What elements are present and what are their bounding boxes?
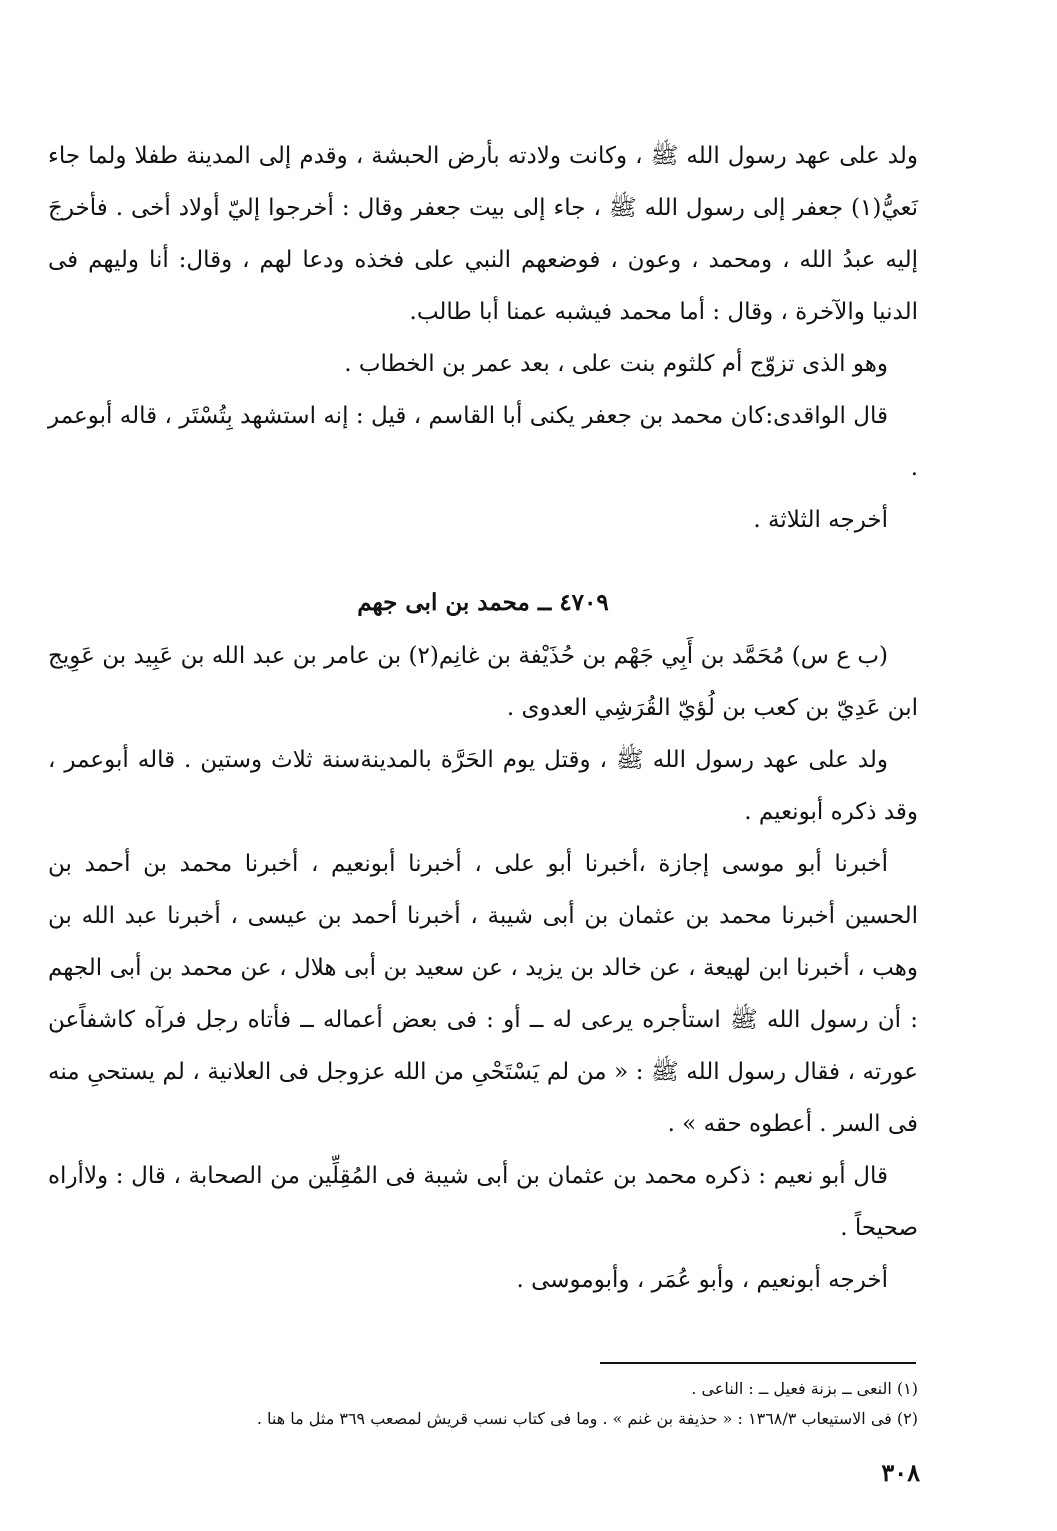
paragraph: قال أبو نعيم : ذكره محمد بن عثمان بن أبى شيبة فى المُقِلِّين من الصحابة ، قال : ولاأراه صحيحاً .: [48, 1163, 918, 1241]
footnote-divider: [600, 1362, 916, 1364]
lower-text-block: [48, 630, 918, 1306]
entry-heading: ٤٧٠٩ ــ محمد بن ابى جهم: [357, 589, 609, 616]
page-number: ٣٠٨: [881, 1458, 920, 1487]
paragraph: وهو الذى تزوّج أم كلثوم بنت على ، بعد عمر بن الخطاب .: [344, 351, 888, 377]
paragraph: قال الواقدى:كان محمد بن جعفر يكنى أبا القاسم ، قيل : إنه استشهد بِتُسْتَر ، قاله أبوعمر .: [48, 403, 918, 481]
footnote: (٢) فى الاستيعاب ١٣٦٨/٣ : « حذيفة بن غنم » . وما فى كتاب نسب قريش لمصعب ٣٦٩ مثل ما هنا .: [256, 1409, 918, 1428]
paragraph: أخرجه الثلاثة .: [753, 507, 888, 533]
paragraph: ولد على عهد رسول الله ﷺ ، وقتل يوم الحَرَّة بالمدينةسنة ثلاث وستين . قاله أبوعمر ، وقد ذكره أبونعيم .: [48, 747, 918, 825]
paragraph: أخرجه أبونعيم ، وأبو عُمَر ، وأبوموسى .: [516, 1267, 888, 1293]
footnotes: [48, 1374, 918, 1434]
upper-text-block: [48, 130, 918, 546]
paragraph: ولد على عهد رسول الله ﷺ ، وكانت ولادته بأرض الحبشة ، وقدم إلى المدينة طفلا ولما جاء نَعيُّ(١) جعفر إلى رسول الله ﷺ ، جاء إلى بيت جعفر وقال : أخرجوا إليّ أولاد أخى . فأخرجَ إليه عبدُ الله ، ومحمد ، وعون ، فوضعهم النبي على فخذه ودعا لهم ، وقال: أنا وليهم فى الدنيا والآخرة ، وقال : أما محمد فيشبه عمنا أبا طالب.: [48, 143, 918, 325]
paragraph: أخبرنا أبو موسى إجازة ،أخبرنا أبو على ، أخبرنا أبونعيم ، أخبرنا محمد بن أحمد بن الحسين أخبرنا محمد بن عثمان بن أبى شيبة ، أخبرنا أحمد بن عيسى ، أخبرنا عبد الله بن وهب ، أخبرنا ابن لهيعة ، عن خالد بن يزيد ، عن سعيد بن أبى هلال ، عن محمد بن أبى الجهم : أن رسول الله ﷺ استأجره يرعى له ــ أو : فى بعض أعماله ــ فأتاه رجل فرآه كاشفاًعن عورته ، فقال رسول الله ﷺ : « من لم يَسْتَحْىِ من الله عزوجل فى العلانية ، لم يستحىِ منه فى السر . أعطوه حقه » .: [48, 851, 918, 1137]
paragraph: (ب ع س) مُحَمَّد بن أَبِي جَهْم بن حُذَيْفة بن غانِم(٢) بن عامر بن عبد الله بن عَبِيد بن عَوِيج ابن عَدِيّ بن كعب بن لُؤيّ القُرَشِي العدوى .: [48, 643, 918, 721]
footnote: (١) النعى ــ بزنة فعيل ــ : الناعى .: [691, 1379, 918, 1398]
